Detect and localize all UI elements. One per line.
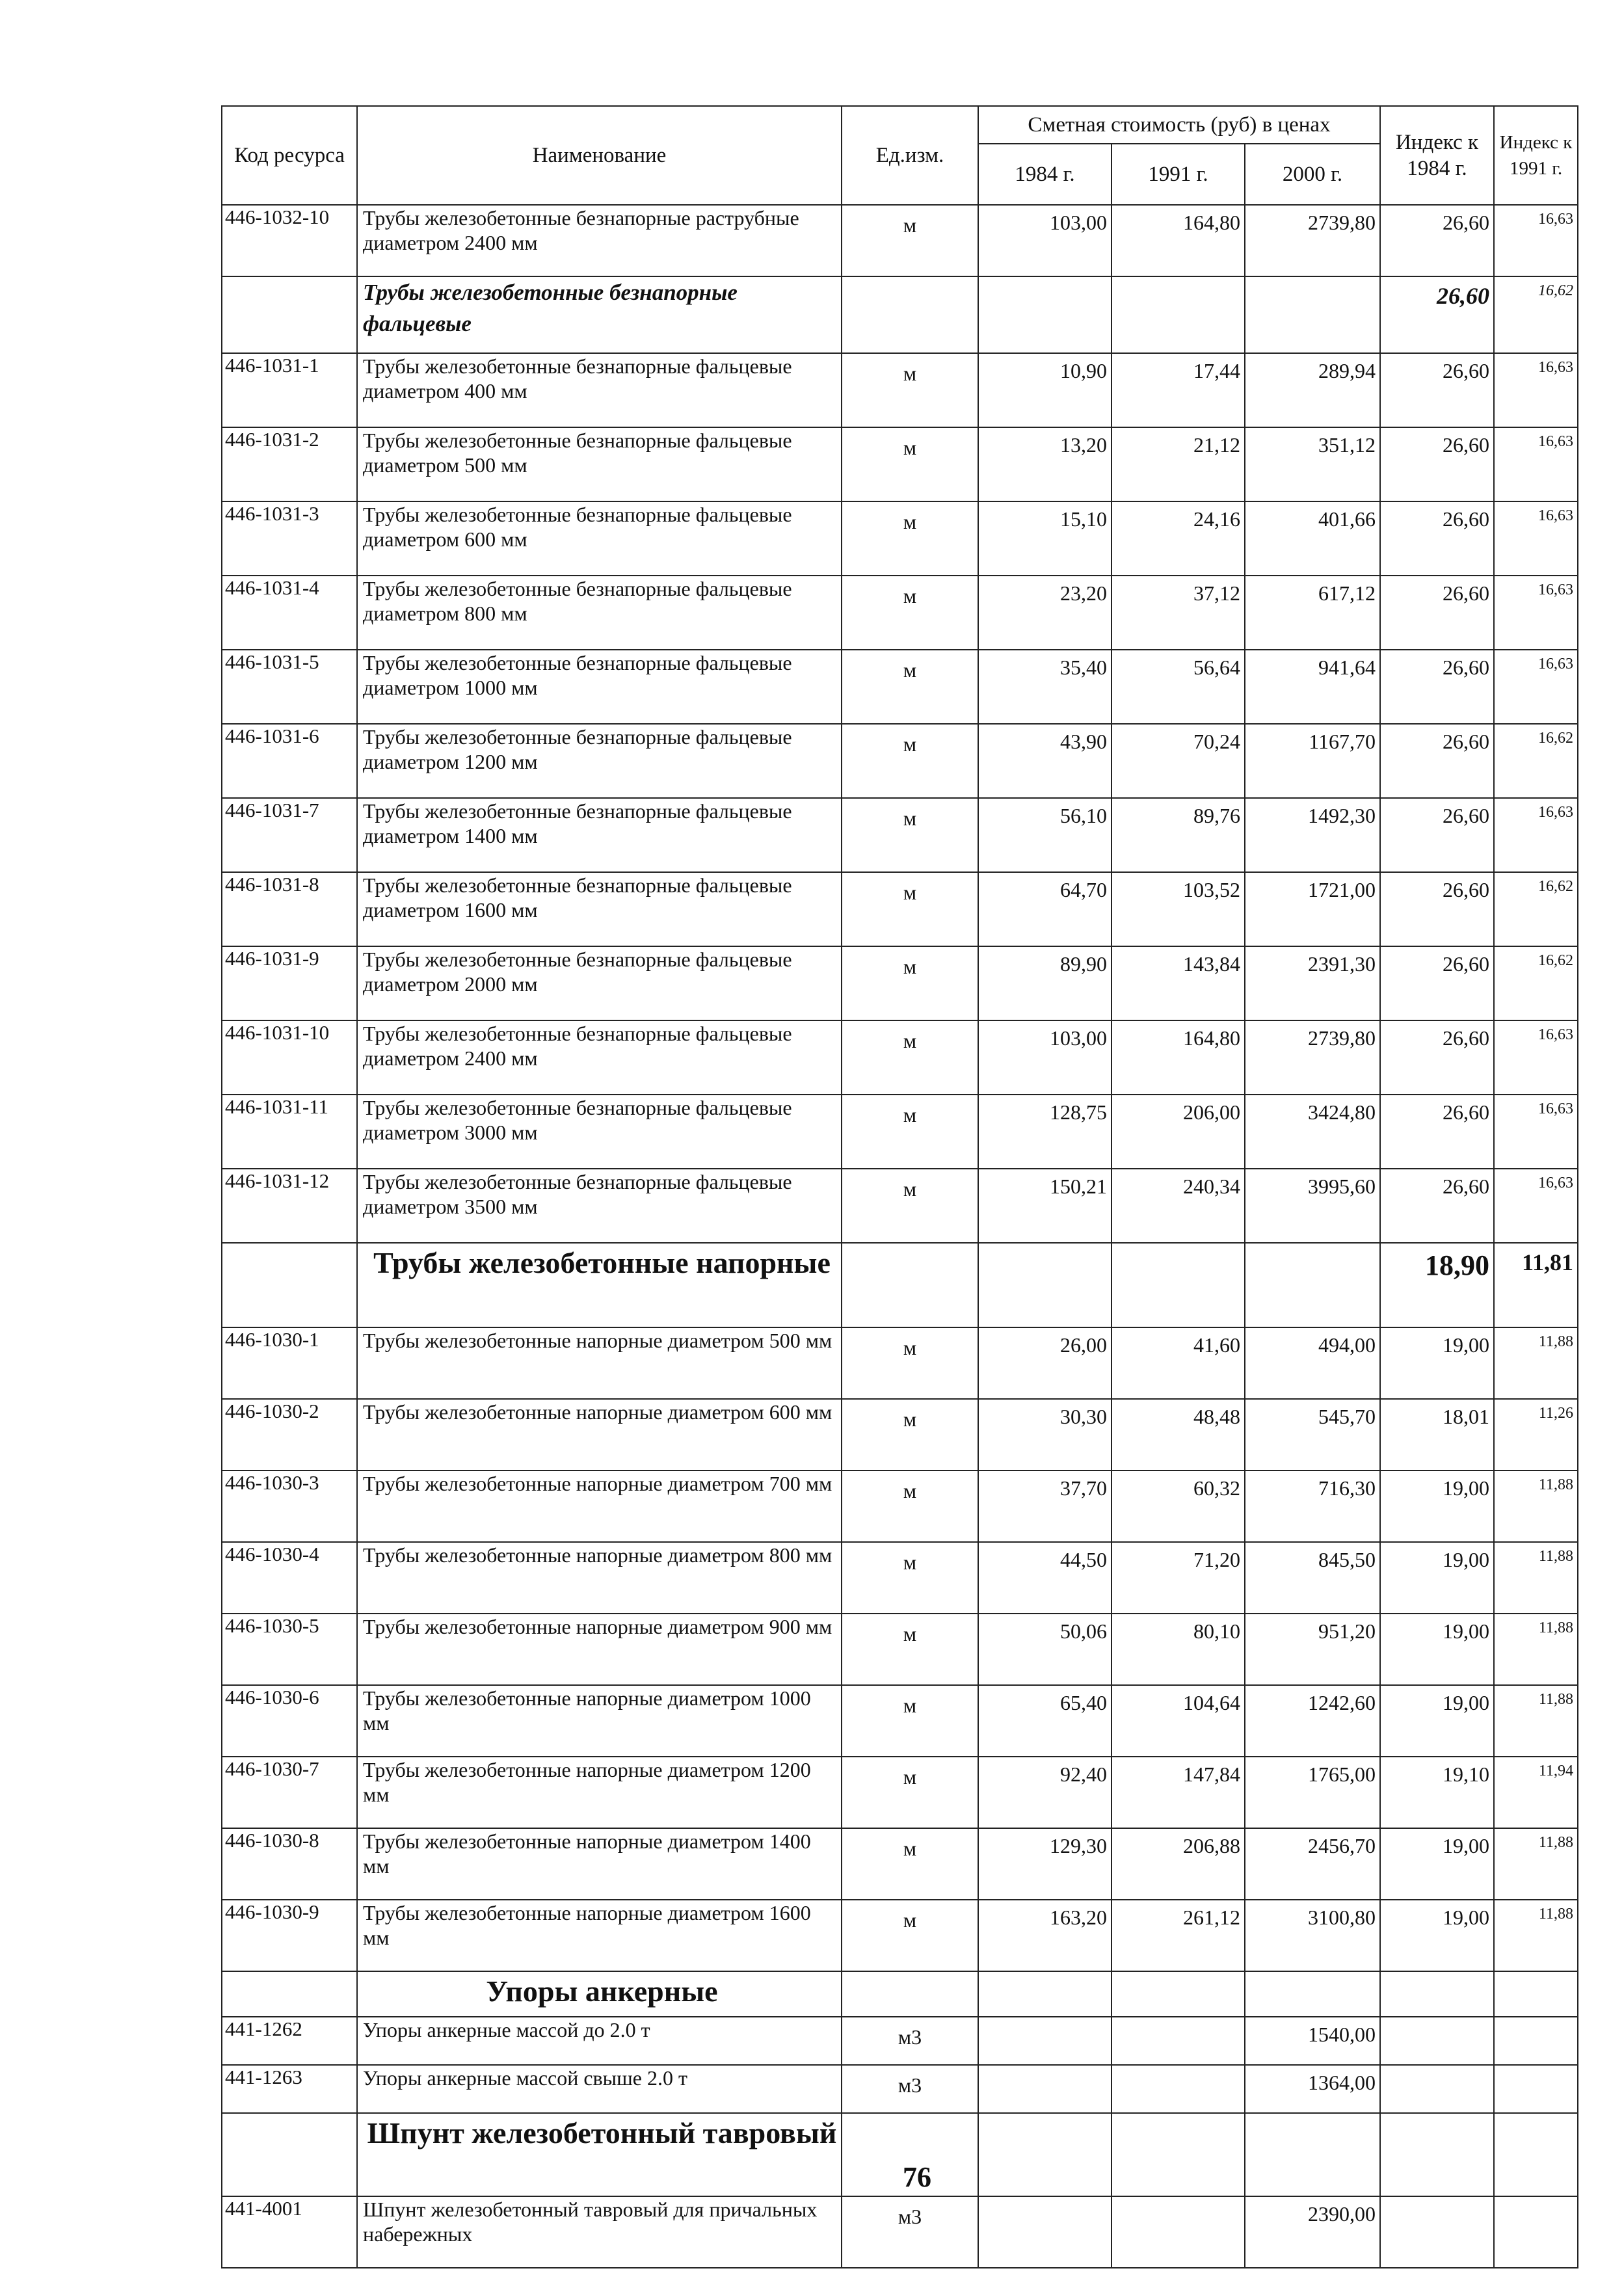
cell-index-1991: 11,88 bbox=[1494, 1327, 1578, 1399]
cell-name: Трубы железобетонные безнапорные фальцевые диаметром 1600 мм bbox=[357, 872, 842, 946]
cell-unit: м bbox=[842, 1757, 978, 1828]
cell-price-2000: 941,64 bbox=[1245, 650, 1380, 724]
table-row bbox=[222, 1614, 1578, 1685]
table-row bbox=[222, 1900, 1578, 1971]
cell-index-1991 bbox=[1494, 2065, 1578, 2113]
table-row bbox=[222, 1020, 1578, 1095]
cell-index-1984: 19,00 bbox=[1380, 1614, 1494, 1685]
cell-unit: м bbox=[842, 1900, 978, 1971]
cell-price-2000: 289,94 bbox=[1245, 353, 1380, 427]
table-row bbox=[222, 724, 1578, 798]
cell-index-1984: 19,00 bbox=[1380, 1470, 1494, 1542]
cell-price-1991: 48,48 bbox=[1112, 1399, 1245, 1470]
cell-index-1984 bbox=[1380, 2065, 1494, 2113]
cell-index-1991: 11,88 bbox=[1494, 1828, 1578, 1900]
cell-price-1991: 103,52 bbox=[1112, 872, 1245, 946]
table-row bbox=[222, 650, 1578, 724]
cell-price-1984: 15,10 bbox=[978, 501, 1112, 576]
cell-code: 446-1030-1 bbox=[222, 1327, 357, 1399]
cell-code: 446-1030-4 bbox=[222, 1542, 357, 1614]
cell-code: 446-1030-9 bbox=[222, 1900, 357, 1971]
cell-price-1984: 163,20 bbox=[978, 1900, 1112, 1971]
cell-index-1984: 26,60 bbox=[1380, 946, 1494, 1020]
cell-name: Трубы железобетонные безнапорные раструбные диаметром 2400 мм bbox=[357, 205, 842, 276]
table-row bbox=[222, 1095, 1578, 1169]
cell-price-2000: 2739,80 bbox=[1245, 205, 1380, 276]
cell-name: Трубы железобетонные безнапорные фальцевые диаметром 500 мм bbox=[357, 427, 842, 501]
header-price-2000: 2000 г. bbox=[1245, 144, 1380, 205]
header-price-1991: 1991 г. bbox=[1112, 144, 1245, 205]
cell-name: Трубы железобетонные безнапорные фальцевые диаметром 1000 мм bbox=[357, 650, 842, 724]
cell-price-1984 bbox=[978, 2196, 1112, 2268]
cell-code: 446-1031-1 bbox=[222, 353, 357, 427]
cell-name: Трубы железобетонные напорные диаметром 900 мм bbox=[357, 1614, 842, 1685]
table-row bbox=[222, 2065, 1578, 2113]
cell-name: Трубы железобетонные напорные диаметром 800 мм bbox=[357, 1542, 842, 1614]
cell-index-1984: 19,00 bbox=[1380, 1828, 1494, 1900]
cell-price-2000: 351,12 bbox=[1245, 427, 1380, 501]
cell-unit: м bbox=[842, 798, 978, 872]
cell-price-2000: 1364,00 bbox=[1245, 2065, 1380, 2113]
cell-price-1991: 143,84 bbox=[1112, 946, 1245, 1020]
cell-price-1991 bbox=[1112, 2196, 1245, 2268]
cell-unit: м bbox=[842, 1095, 978, 1169]
cell-code: 441-4001 bbox=[222, 2196, 357, 2268]
table-row bbox=[222, 353, 1578, 427]
cell-unit: м bbox=[842, 1020, 978, 1095]
section-title: Упоры анкерные bbox=[357, 1971, 842, 2017]
cell-index-1991: 16,62 bbox=[1494, 872, 1578, 946]
cell-code: 446-1030-6 bbox=[222, 1685, 357, 1757]
cell-name: Трубы железобетонные напорные диаметром 600 мм bbox=[357, 1399, 842, 1470]
cell-price-2000: 1765,00 bbox=[1245, 1757, 1380, 1828]
cell-unit: м bbox=[842, 650, 978, 724]
section-index-1984: 18,90 bbox=[1380, 1243, 1494, 1327]
cell-code: 446-1030-7 bbox=[222, 1757, 357, 1828]
cell-price-1984 bbox=[978, 2065, 1112, 2113]
cell-price-2000: 2390,00 bbox=[1245, 2196, 1380, 2268]
cell-index-1984: 26,60 bbox=[1380, 798, 1494, 872]
cell-name: Трубы железобетонные безнапорные фальцевые диаметром 3500 мм bbox=[357, 1169, 842, 1243]
page-number: 76 bbox=[903, 2161, 931, 2193]
cell-unit: м bbox=[842, 501, 978, 576]
table-row bbox=[222, 1399, 1578, 1470]
table-row bbox=[222, 1685, 1578, 1757]
table-row bbox=[222, 798, 1578, 872]
cell-unit: м bbox=[842, 1542, 978, 1614]
cell-name: Трубы железобетонные безнапорные фальцевые диаметром 800 мм bbox=[357, 576, 842, 650]
cell-unit: м bbox=[842, 872, 978, 946]
cell-name: Трубы железобетонные безнапорные фальцевые диаметром 600 мм bbox=[357, 501, 842, 576]
cell-code: 446-1030-8 bbox=[222, 1828, 357, 1900]
cell-index-1991: 16,63 bbox=[1494, 798, 1578, 872]
cell-name: Трубы железобетонные напорные диаметром 1200 мм bbox=[357, 1757, 842, 1828]
cell-price-2000: 2391,30 bbox=[1245, 946, 1380, 1020]
cell-price-1984: 37,70 bbox=[978, 1470, 1112, 1542]
cell-index-1991: 16,63 bbox=[1494, 427, 1578, 501]
cell-name: Упоры анкерные массой до 2.0 т bbox=[357, 2017, 842, 2065]
cell-index-1984: 26,60 bbox=[1380, 205, 1494, 276]
cell-name: Трубы железобетонные напорные диаметром 1400 мм bbox=[357, 1828, 842, 1900]
cell-code: 446-1031-5 bbox=[222, 650, 357, 724]
section-row bbox=[222, 1971, 1578, 2017]
cell-index-1991: 16,63 bbox=[1494, 205, 1578, 276]
cell-price-1991: 261,12 bbox=[1112, 1900, 1245, 1971]
cell-index-1984: 26,60 bbox=[1380, 650, 1494, 724]
cell-price-2000: 1242,60 bbox=[1245, 1685, 1380, 1757]
cell-index-1991: 11,88 bbox=[1494, 1470, 1578, 1542]
cell-index-1991: 11,88 bbox=[1494, 1685, 1578, 1757]
table-row bbox=[222, 501, 1578, 576]
cell-index-1991: 11,94 bbox=[1494, 1757, 1578, 1828]
table-row bbox=[222, 872, 1578, 946]
cell-price-2000: 1167,70 bbox=[1245, 724, 1380, 798]
cell-price-1984: 26,00 bbox=[978, 1327, 1112, 1399]
cell-index-1991: 16,63 bbox=[1494, 353, 1578, 427]
header-price-1984: 1984 г. bbox=[978, 144, 1112, 205]
cell-price-1984: 128,75 bbox=[978, 1095, 1112, 1169]
cell-price-1991: 104,64 bbox=[1112, 1685, 1245, 1757]
cell-price-1984: 10,90 bbox=[978, 353, 1112, 427]
cell-price-1984: 44,50 bbox=[978, 1542, 1112, 1614]
cell-price-1984: 30,30 bbox=[978, 1399, 1112, 1470]
cell-price-1984: 103,00 bbox=[978, 205, 1112, 276]
cell-price-2000: 3995,60 bbox=[1245, 1169, 1380, 1243]
cell-price-1991: 80,10 bbox=[1112, 1614, 1245, 1685]
cell-price-1984: 43,90 bbox=[978, 724, 1112, 798]
section-title: Трубы железобетонные напорные bbox=[357, 1243, 842, 1327]
table-row bbox=[222, 205, 1578, 276]
cell-unit: м bbox=[842, 427, 978, 501]
cell-price-2000: 1721,00 bbox=[1245, 872, 1380, 946]
table-row bbox=[222, 576, 1578, 650]
cell-price-2000: 2739,80 bbox=[1245, 1020, 1380, 1095]
section-row bbox=[222, 276, 1578, 353]
cell-price-1991: 240,34 bbox=[1112, 1169, 1245, 1243]
cell-price-1991: 70,24 bbox=[1112, 724, 1245, 798]
cell-name: Трубы железобетонные напорные диаметром 700 мм bbox=[357, 1470, 842, 1542]
cell-code: 446-1031-9 bbox=[222, 946, 357, 1020]
table-row bbox=[222, 2196, 1578, 2268]
cell-index-1984: 26,60 bbox=[1380, 1095, 1494, 1169]
cell-unit: м3 bbox=[842, 2196, 978, 2268]
cell-name: Трубы железобетонные напорные диаметром 500 мм bbox=[357, 1327, 842, 1399]
cell-code: 446-1031-3 bbox=[222, 501, 357, 576]
cell-price-1991: 17,44 bbox=[1112, 353, 1245, 427]
cell-price-1984: 56,10 bbox=[978, 798, 1112, 872]
cell-index-1984: 19,10 bbox=[1380, 1757, 1494, 1828]
cell-price-1984: 89,90 bbox=[978, 946, 1112, 1020]
cell-price-1991: 37,12 bbox=[1112, 576, 1245, 650]
cell-index-1984: 26,60 bbox=[1380, 724, 1494, 798]
cell-price-1984: 150,21 bbox=[978, 1169, 1112, 1243]
cell-price-1991: 164,80 bbox=[1112, 205, 1245, 276]
cell-name: Трубы железобетонные безнапорные фальцевые диаметром 3000 мм bbox=[357, 1095, 842, 1169]
cell-price-1984: 92,40 bbox=[978, 1757, 1112, 1828]
cell-index-1984: 26,60 bbox=[1380, 872, 1494, 946]
cell-price-1984: 23,20 bbox=[978, 576, 1112, 650]
cell-unit: м bbox=[842, 946, 978, 1020]
cell-price-2000: 1540,00 bbox=[1245, 2017, 1380, 2065]
cell-index-1984: 19,00 bbox=[1380, 1900, 1494, 1971]
cell-price-1991: 24,16 bbox=[1112, 501, 1245, 576]
cell-code: 446-1031-8 bbox=[222, 872, 357, 946]
cell-price-2000: 401,66 bbox=[1245, 501, 1380, 576]
cell-price-1991: 206,00 bbox=[1112, 1095, 1245, 1169]
cell-code: 446-1031-11 bbox=[222, 1095, 357, 1169]
cell-unit: м bbox=[842, 205, 978, 276]
header-row-1 bbox=[222, 106, 1578, 144]
header-name: Наименование bbox=[357, 106, 842, 205]
cell-name: Упоры анкерные массой свыше 2.0 т bbox=[357, 2065, 842, 2113]
cell-price-2000: 3424,80 bbox=[1245, 1095, 1380, 1169]
cell-price-1991: 60,32 bbox=[1112, 1470, 1245, 1542]
section-title: Трубы железобетонные безнапорные фальцевые bbox=[357, 276, 842, 353]
cell-unit: м bbox=[842, 1614, 978, 1685]
table-row bbox=[222, 1542, 1578, 1614]
cell-price-2000: 951,20 bbox=[1245, 1614, 1380, 1685]
table-row bbox=[222, 2017, 1578, 2065]
cell-name: Трубы железобетонные безнапорные фальцевые диаметром 1200 мм bbox=[357, 724, 842, 798]
table-row bbox=[222, 1757, 1578, 1828]
cell-unit: м bbox=[842, 353, 978, 427]
cell-price-2000: 617,12 bbox=[1245, 576, 1380, 650]
cell-price-1984 bbox=[978, 2017, 1112, 2065]
cell-index-1991: 16,62 bbox=[1494, 724, 1578, 798]
cell-code: 441-1263 bbox=[222, 2065, 357, 2113]
section-index-1991: 16,62 bbox=[1494, 276, 1578, 353]
cell-code: 446-1030-3 bbox=[222, 1470, 357, 1542]
header-index-1984: Индекс к 1984 г. bbox=[1380, 106, 1494, 205]
cell-unit: м bbox=[842, 1470, 978, 1542]
cell-price-2000: 1492,30 bbox=[1245, 798, 1380, 872]
cell-name: Шпунт железобетонный тавровый для причальных набережных bbox=[357, 2196, 842, 2268]
cell-index-1991: 11,88 bbox=[1494, 1614, 1578, 1685]
cell-code: 446-1031-4 bbox=[222, 576, 357, 650]
cell-price-1991: 164,80 bbox=[1112, 1020, 1245, 1095]
cell-price-1984: 13,20 bbox=[978, 427, 1112, 501]
cell-index-1991: 11,88 bbox=[1494, 1542, 1578, 1614]
cell-name: Трубы железобетонные безнапорные фальцевые диаметром 400 мм bbox=[357, 353, 842, 427]
cell-price-1991 bbox=[1112, 2017, 1245, 2065]
cell-index-1984: 26,60 bbox=[1380, 427, 1494, 501]
table-row bbox=[222, 1470, 1578, 1542]
cell-unit: м3 bbox=[842, 2017, 978, 2065]
cell-unit: м bbox=[842, 576, 978, 650]
cell-price-1984: 50,06 bbox=[978, 1614, 1112, 1685]
cell-name: Трубы железобетонные напорные диаметром 1000 мм bbox=[357, 1685, 842, 1757]
cell-price-1991: 21,12 bbox=[1112, 427, 1245, 501]
cell-price-1991: 56,64 bbox=[1112, 650, 1245, 724]
cell-unit: м bbox=[842, 1828, 978, 1900]
cell-price-2000: 494,00 bbox=[1245, 1327, 1380, 1399]
cell-unit: м bbox=[842, 1685, 978, 1757]
cell-index-1984 bbox=[1380, 2196, 1494, 2268]
cell-code: 446-1031-2 bbox=[222, 427, 357, 501]
section-index-1991: 11,81 bbox=[1494, 1243, 1578, 1327]
cell-index-1991: 16,63 bbox=[1494, 650, 1578, 724]
cell-unit: м bbox=[842, 1399, 978, 1470]
cell-index-1991: 11,88 bbox=[1494, 1900, 1578, 1971]
cell-index-1984: 19,00 bbox=[1380, 1542, 1494, 1614]
cell-index-1991 bbox=[1494, 2196, 1578, 2268]
table-row bbox=[222, 946, 1578, 1020]
cell-name: Трубы железобетонные напорные диаметром 1600 мм bbox=[357, 1900, 842, 1971]
cell-price-1984: 64,70 bbox=[978, 872, 1112, 946]
cell-price-1984: 129,30 bbox=[978, 1828, 1112, 1900]
cell-code: 446-1031-10 bbox=[222, 1020, 357, 1095]
cell-price-1991: 89,76 bbox=[1112, 798, 1245, 872]
cell-index-1991: 16,63 bbox=[1494, 1169, 1578, 1243]
cell-code: 446-1031-6 bbox=[222, 724, 357, 798]
table-row bbox=[222, 1169, 1578, 1243]
cell-price-1991: 147,84 bbox=[1112, 1757, 1245, 1828]
header-code: Код ресурса bbox=[222, 106, 357, 205]
cell-price-2000: 2456,70 bbox=[1245, 1828, 1380, 1900]
price-table bbox=[221, 105, 1578, 2268]
cell-unit: м bbox=[842, 1327, 978, 1399]
cell-code: 446-1030-2 bbox=[222, 1399, 357, 1470]
cell-index-1984: 26,60 bbox=[1380, 576, 1494, 650]
cell-price-2000: 845,50 bbox=[1245, 1542, 1380, 1614]
cell-index-1984: 19,00 bbox=[1380, 1327, 1494, 1399]
cell-index-1984: 19,00 bbox=[1380, 1685, 1494, 1757]
cell-index-1984: 26,60 bbox=[1380, 1169, 1494, 1243]
header-cost-group: Сметная стоимость (руб) в ценах bbox=[978, 106, 1380, 144]
cell-index-1991: 11,26 bbox=[1494, 1399, 1578, 1470]
cell-code: 441-1262 bbox=[222, 2017, 357, 2065]
cell-price-1991: 71,20 bbox=[1112, 1542, 1245, 1614]
cell-index-1991: 16,63 bbox=[1494, 576, 1578, 650]
cell-price-2000: 545,70 bbox=[1245, 1399, 1380, 1470]
cell-price-1984: 65,40 bbox=[978, 1685, 1112, 1757]
cell-code: 446-1032-10 bbox=[222, 205, 357, 276]
cell-unit: м bbox=[842, 724, 978, 798]
section-row bbox=[222, 1243, 1578, 1327]
header-unit: Ед.изм. bbox=[842, 106, 978, 205]
cell-code: 446-1030-5 bbox=[222, 1614, 357, 1685]
section-index-1984: 26,60 bbox=[1380, 276, 1494, 353]
cell-unit: м3 bbox=[842, 2065, 978, 2113]
cell-price-1991: 41,60 bbox=[1112, 1327, 1245, 1399]
cell-name: Трубы железобетонные безнапорные фальцевые диаметром 1400 мм bbox=[357, 798, 842, 872]
cell-name: Трубы железобетонные безнапорные фальцевые диаметром 2400 мм bbox=[357, 1020, 842, 1095]
table-row bbox=[222, 1828, 1578, 1900]
cell-code: 446-1031-7 bbox=[222, 798, 357, 872]
cell-price-1991 bbox=[1112, 2065, 1245, 2113]
cell-name: Трубы железобетонные безнапорные фальцевые диаметром 2000 мм bbox=[357, 946, 842, 1020]
cell-index-1991: 16,63 bbox=[1494, 501, 1578, 576]
cell-price-1984: 35,40 bbox=[978, 650, 1112, 724]
header-index-1991: Индекс к 1991 г. bbox=[1494, 106, 1578, 205]
cell-code: 446-1031-12 bbox=[222, 1169, 357, 1243]
table-row bbox=[222, 1327, 1578, 1399]
cell-unit: м bbox=[842, 1169, 978, 1243]
cell-index-1991: 16,63 bbox=[1494, 1095, 1578, 1169]
cell-index-1991 bbox=[1494, 2017, 1578, 2065]
cell-index-1984: 26,60 bbox=[1380, 353, 1494, 427]
cell-index-1984: 26,60 bbox=[1380, 1020, 1494, 1095]
cell-price-1991: 206,88 bbox=[1112, 1828, 1245, 1900]
cell-index-1984: 26,60 bbox=[1380, 501, 1494, 576]
cell-price-2000: 716,30 bbox=[1245, 1470, 1380, 1542]
cell-price-2000: 3100,80 bbox=[1245, 1900, 1380, 1971]
cell-index-1991: 16,63 bbox=[1494, 1020, 1578, 1095]
cell-price-1984: 103,00 bbox=[978, 1020, 1112, 1095]
cell-index-1984 bbox=[1380, 2017, 1494, 2065]
cell-index-1984: 18,01 bbox=[1380, 1399, 1494, 1470]
section-title: Шпунт железобетонный тавровый bbox=[357, 2113, 842, 2196]
table-row bbox=[222, 427, 1578, 501]
cell-index-1991: 16,62 bbox=[1494, 946, 1578, 1020]
